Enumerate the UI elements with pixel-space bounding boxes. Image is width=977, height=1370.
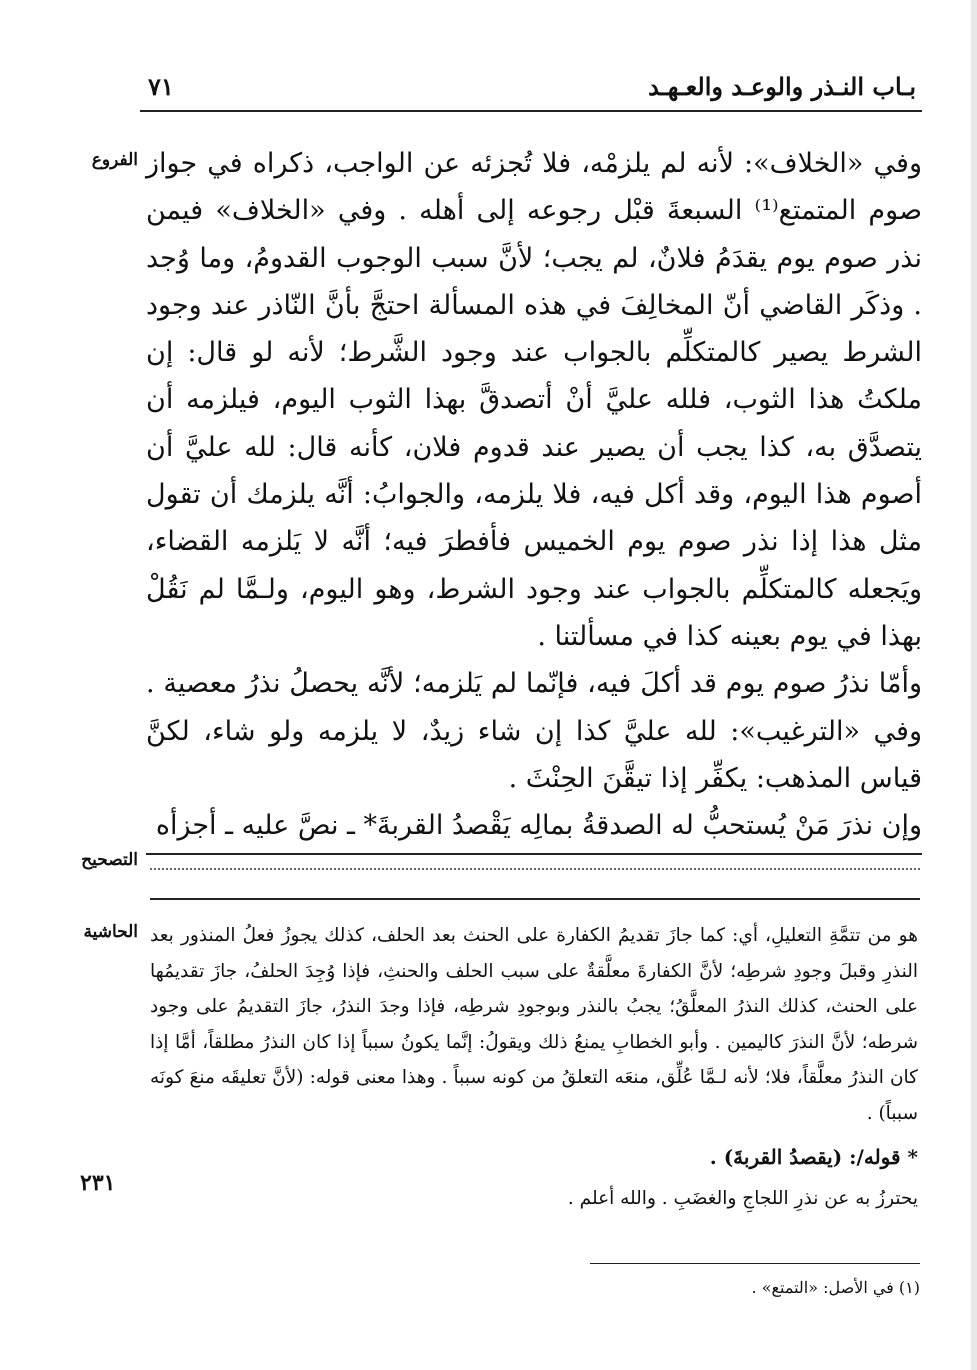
running-title: بـاب النـذر والوعـد والعـهـد [648,72,916,101]
margin-notes [150,918,918,1217]
page-number-bottom: ٢٣١ [80,1170,116,1196]
main-text [146,140,922,855]
page-edge-shade [971,0,977,1370]
side-label-hashiya: الحاشية [83,922,138,942]
notes-body: هو من تتمَّةِ التعليلِ، أي: كما جازَ تقديمُ الكفارة على الحنث بعد الحلف، كذلك يجوزُ فعلُ المنذور بعد النذرِ وقبلَ وجودِ شرطِه؛ لأنَّ الكفارةَ معلَّقةٌ على سبب الحلف والحنثِ، فإذا وُجِدَ الحلفُ، جازَ تقديمُها على الحنث، كذلك النذرُ المعلَّقُ؛ يجبُ بالنذر وبوجودِ شرطِه، فإذا وجدَ النذرُ، جازَ التقديمُ على وجود شرطه؛ لأنَّ النذرَ كاليمين . وأبو الخطابِ يمنعُ ذلك ويقولُ: إنَّما يكونُ سبباً إذا كان النذرُ مطلقاً، أمَّا إذا كان النذرُ معلَّقاً، فلا؛ لأنه لـمَّا عُلِّق، منعَه التعلقُ من كونه سبباً . وهذا معنى قوله: (لأنَّ تعليقَه منعَ كونَه سبباً) . [150,925,918,1124]
main-paragraph-2: وأمّا نذرُ صوم يوم قد أكلَ فيه، فإنّما لم يَلزمه؛ لأنَّه يحصلُ نذرُ معصية . وفي «الترغيب»: لله عليَّ كذا إن شاء زيدٌ، لا يلزمه ولو شاء، لكنَّ قياس المذهب: يكفِّر إذا تيقَّنَ الحِنْثَ . [146,668,922,794]
notes-qawl: * قوله/: (يقصدُ القربةَ) . [709,1145,918,1169]
notes-tail: يحترزُ به عن نذرِ اللجاجِ والغضَبِ . والله أعلم . [567,1188,918,1209]
footnote-rule [590,1263,920,1264]
notes-divider [150,898,920,900]
main-last-line: وإن نذرَ مَنْ يُستحبُّ له الصدقةُ بمالِه يَقْصدُ القربةَ* ـ نصَّ عليه ـ أجزأه [146,802,922,855]
main-paragraph-1: وفي «الخلاف»: لأنه لم يلزمْه، فلا تُجزئه عن الواجب، ذكراه في جواز صوم المتمتع⁽¹⁾ السبعةَ قبْل رجوعه إلى أهله . وفي «الخلاف» فيمن نذر صوم يوم يقدَمُ فلانٌ، لم يجب؛ لأنَّ سبب الوجوب القدومُ، وما وُجد . وذكَر القاضي أنّ المخالِفَ في هذه المسألة احتجَّ بأنَّ النّاذر عند وجود الشرط يصير كالمتكلِّم بالجواب عند وجود الشَّرط؛ لأنه لو قال: إن ملكتُ هذا الثوب، فلله عليَّ أنْ أتصدقَّ بهذا الثوب اليوم، فيلزمه أن يتصدَّق به، كذا يجب أن يصير عند قدوم فلان، كأنه قال: لله عليَّ أن أصوم هذا اليوم، وقد أكل فيه، فلا يلزمه، والجوابُ: أنَّه يلزمك أن تقول مثل هذا إذا نذر صوم يوم الخميس فأفطرَ فيه؛ أنَّه لا يَلزمه القضاء، ويَجعله كالمتكلِّم بالجواب عند وجود الشرط، وهو اليوم، ولـمَّا لم نَقُلْ بهذا في يوم بعينه كذا في مسألتنا . [146,148,923,652]
page-header [140,64,922,112]
footnote: (١) في الأصل: «التمتع» . [751,1278,920,1297]
side-label-furu: الفروع [91,150,138,170]
page-number: ٧١ [148,72,174,101]
correction-dotted-line [150,858,920,870]
side-label-tashih: التصحيح [81,850,138,870]
